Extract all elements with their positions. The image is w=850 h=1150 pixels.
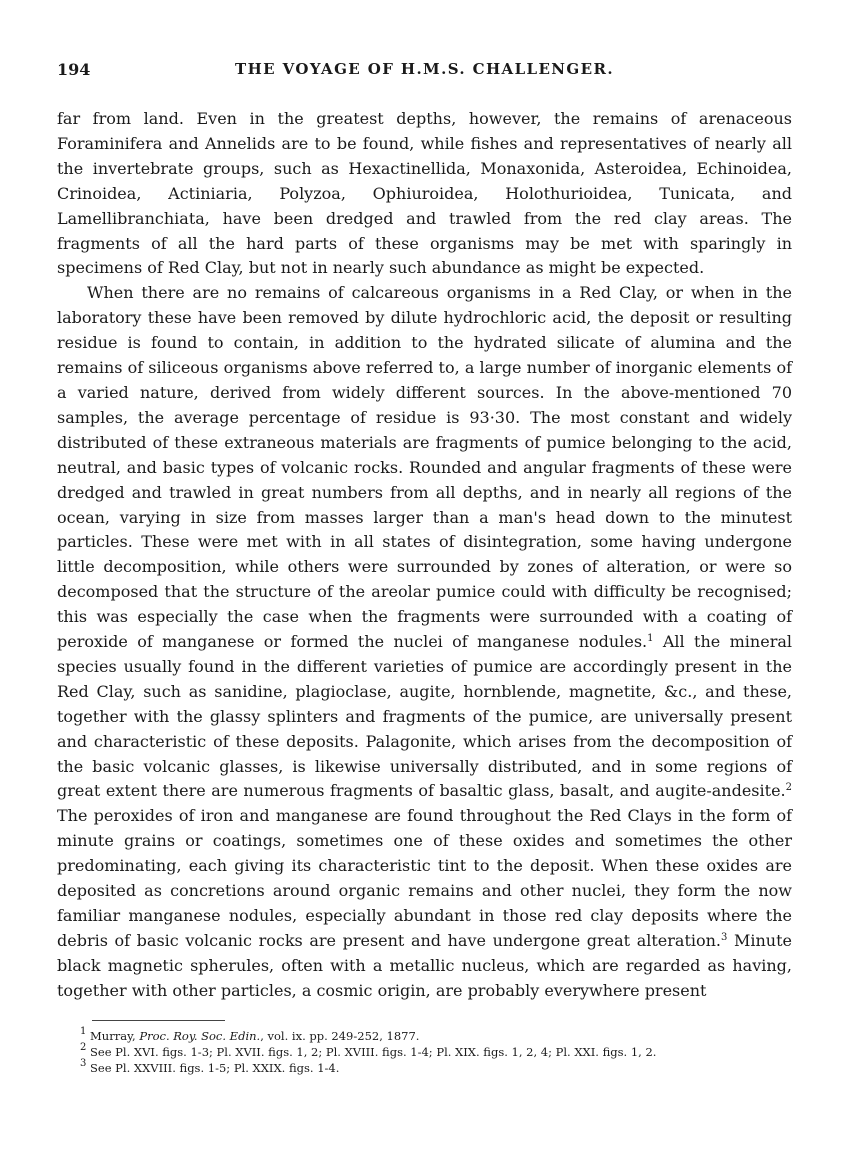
running-title: THE VOYAGE OF H.M.S. CHALLENGER. [235,60,614,78]
page-number: 194 [57,60,91,79]
footnotes [80,1028,792,1076]
footnote-1-author: Murray, [90,1029,136,1043]
footnote-2-text: See Pl. XVI. figs. 1-3; Pl. XVII. figs. 1, 2; Pl. XVIII. figs. 1-4; Pl. XIX. figs. 1, 2, 4; Pl. XXI. figs. 1, 2. [90,1045,657,1059]
footnote-1-journal: Proc. Roy. Soc. Edin. [139,1029,261,1043]
footnote-2-mark: 2 [80,1042,87,1053]
paragraph-2 [57,281,792,1003]
footnote-1-citation: , vol. ix. pp. 249-252, 1877. [260,1029,420,1043]
footnote-ref-1[interactable]: 1 [647,633,654,645]
paragraph-2-part-b: All the mineral species usually found in the different varieties of pumice are accordingly present in the Red Clay, such as sanidine, plagioclase, augite, hornblende, magnetite, &c., and these, together with the glassy splinters and fragments of the pumice, are universally present and characteristic of these deposits. Palagonite, which arises from the decomposition of the basic volcanic glasses, is likewise universally distributed, and in some regions of great extent there are numerous fragments of basaltic glass, basalt, and augite-andesite. [57,632,792,801]
footnote-1 [80,1028,792,1044]
paragraph-2-part-c: The peroxides of iron and manganese are found throughout the Red Clays in the form of minute grains or coatings, sometimes one of these oxides and sometimes the other predominating, each giving its characteristic tint to the deposit. When these oxides are deposited as concretions around organic remains and other nuclei, they form the now familiar manganese nodules, especially abundant in those red clay deposits where the debris of basic volcanic rocks are present and have undergone great alteration. [57,806,792,950]
footnote-3-text: See Pl. XXVIII. figs. 1-5; Pl. XXIX. figs. 1-4. [90,1061,340,1075]
paragraph-2-part-d: Minute black magnetic spherules, often with a metallic nucleus, which are regarded as having, together with other particles, a cosmic origin, are probably everywhere present [57,930,793,1000]
footnote-1-mark: 1 [80,1026,87,1037]
footnote-ref-2[interactable]: 2 [785,782,792,794]
footnote-3-mark: 3 [80,1058,87,1069]
footnote-2 [80,1044,792,1060]
paragraph-1: far from land. Even in the greatest depths, however, the remains of arenaceous Foraminifera and Annelids are to be found, while fishes and representatives of nearly all the invertebrate groups, such as Hexactinellida, Monaxonida, Asteroidea, Echinoidea, Crinoidea, Actiniaria, Polyzoa, Ophiuroidea, Holothurioidea, Tunicata, and Lamellibranchiata, have been dredged and trawled from the red clay areas. The fragments of all the hard parts of these organisms may be met with sparingly in specimens of Red Clay, but not in nearly such abundance as might be expected. [57,109,792,278]
body-text [57,107,792,1004]
paragraph-2-part-a: When there are no remains of calcareous organisms in a Red Clay, or when in the laboratory these have been removed by dilute hydrochloric acid, the deposit or resulting residue is found to contain, in addition to the hydrated silicate of alumina and the remains of siliceous organisms above referred to, a large number of inorganic elements of a varied nature, derived from widely different sources. In the above-mentioned 70 samples, the average percentage of residue is 93·30. The most constant and widely distributed of these extraneous materials are fragments of pumice belonging to the acid, neutral, and basic types of volcanic rocks. Rounded and angular fragments of these were dredged and trawled in great numbers from all depths, and in nearly all regions of the ocean, varying in size from masses larger than a man's head down to the minutest particles. These were met with in all states of disintegration, some having undergone little decomposition, while others were surrounded by zones of alteration, or were so decomposed that the structure of the areolar pumice could with difficulty be recognised; this was especially the case when the fragments were surrounded with a coating of peroxide of manganese or formed the nuclei of manganese nodules. [57,283,792,652]
footnote-ref-3[interactable]: 3 [721,931,728,943]
footnote-3 [80,1060,792,1076]
footnote-divider [92,1020,225,1021]
page-header [57,60,792,84]
